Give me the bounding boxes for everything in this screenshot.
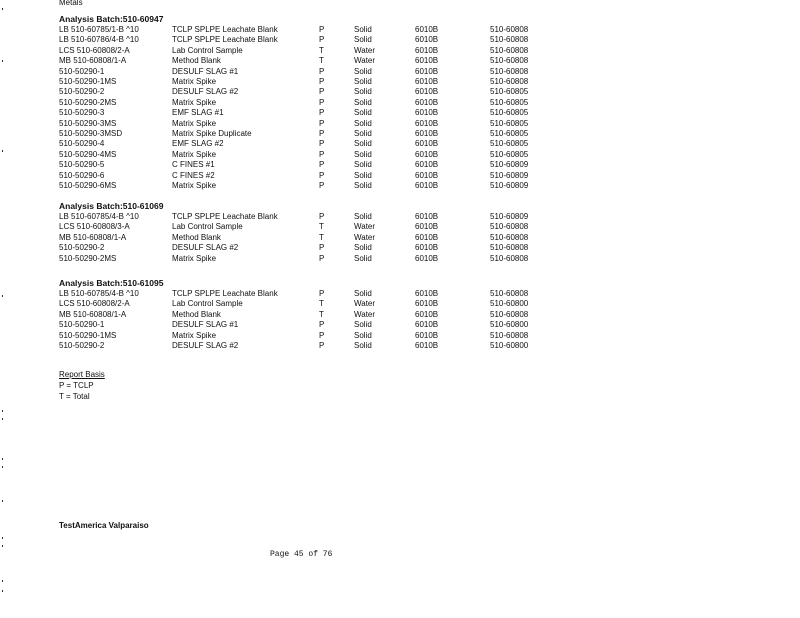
batch-title: Analysis Batch:510-61095 xyxy=(59,278,164,288)
client-sample-id: Matrix Spike xyxy=(172,181,217,190)
prep-type: T xyxy=(319,56,324,66)
prep-type: T xyxy=(319,309,324,319)
method: 6010B xyxy=(415,87,439,97)
matrix: Solid xyxy=(354,149,372,159)
client-sample-id: EMF SLAG #1 xyxy=(172,108,224,118)
prep-batch: 510-60809 xyxy=(490,170,529,180)
sample-id: MB 510-60808/1-A xyxy=(59,309,127,319)
sample-id: 510-50290-2MS xyxy=(59,253,117,263)
client-sample-id: Method Blank xyxy=(172,232,221,242)
method: 6010B xyxy=(415,309,439,319)
prep-type: P xyxy=(319,330,325,340)
prep-batch: 510-60809 xyxy=(490,181,529,190)
sample-id: 510-50290-2MS xyxy=(59,97,117,107)
method: 6010B xyxy=(415,320,439,330)
prep-batch: 510-60808 xyxy=(490,56,529,66)
prep-batch: 510-60805 xyxy=(490,108,529,118)
prep-batch: 510-60809 xyxy=(490,212,529,221)
prep-batch: 510-60808 xyxy=(490,35,529,45)
client-sample-id: TCLP SPLPE Leachate Blank xyxy=(172,25,278,34)
matrix: Solid xyxy=(354,289,372,298)
prep-batch: 510-60808 xyxy=(490,45,529,55)
table-row xyxy=(0,222,800,232)
prep-batch: 510-60808 xyxy=(490,253,529,263)
matrix: Solid xyxy=(354,139,372,149)
table-row xyxy=(0,212,800,222)
table-row xyxy=(0,320,800,330)
matrix: Solid xyxy=(354,25,372,34)
prep-type: T xyxy=(319,299,324,309)
client-sample-id: Matrix Spike xyxy=(172,77,217,86)
table-row xyxy=(0,160,800,170)
prep-type: P xyxy=(319,87,325,97)
prep-type: P xyxy=(319,160,325,170)
sample-id: MB 510-60808/1-A xyxy=(59,232,127,242)
matrix: Solid xyxy=(354,97,372,107)
table-row xyxy=(0,181,800,191)
prep-type: P xyxy=(319,66,325,76)
table-row xyxy=(0,56,800,66)
table-row xyxy=(0,25,800,35)
matrix: Solid xyxy=(354,87,372,97)
client-sample-id: Matrix Spike xyxy=(172,118,217,128)
method: 6010B xyxy=(415,129,439,138)
page-number: Page 45 of 76 xyxy=(270,550,333,559)
prep-batch: 510-60808 xyxy=(490,25,529,34)
table-row xyxy=(0,87,800,97)
prep-batch: 510-60800 xyxy=(490,341,529,350)
prep-batch: 510-60808 xyxy=(490,77,529,86)
prep-batch: 510-60800 xyxy=(490,299,529,309)
matrix: Water xyxy=(354,309,376,319)
matrix: Solid xyxy=(354,160,372,170)
table-row xyxy=(0,243,800,253)
method: 6010B xyxy=(415,330,439,340)
client-sample-id: TCLP SPLPE Leachate Blank xyxy=(172,289,278,298)
client-sample-id: DESULF SLAG #1 xyxy=(172,66,239,76)
client-sample-id: TCLP SPLPE Leachate Blank xyxy=(172,212,278,221)
table-row xyxy=(0,77,800,87)
client-sample-id: Matrix Spike xyxy=(172,253,217,263)
report-basis-line: P = TCLP xyxy=(59,381,94,390)
sample-id: 510-50290-5 xyxy=(59,160,105,170)
prep-batch: 510-60800 xyxy=(490,320,529,330)
method: 6010B xyxy=(415,56,439,66)
method: 6010B xyxy=(415,45,439,55)
prep-batch: 510-60808 xyxy=(490,66,529,76)
method: 6010B xyxy=(415,212,439,221)
matrix: Solid xyxy=(354,341,372,350)
prep-type: P xyxy=(319,25,325,34)
client-sample-id: Matrix Spike Duplicate xyxy=(172,129,252,138)
prep-type: P xyxy=(319,118,325,128)
method: 6010B xyxy=(415,66,439,76)
client-sample-id: Lab Control Sample xyxy=(172,45,243,55)
matrix: Water xyxy=(354,222,376,232)
method: 6010B xyxy=(415,97,439,107)
client-sample-id: Lab Control Sample xyxy=(172,299,243,309)
table-row xyxy=(0,108,800,118)
prep-type: P xyxy=(319,108,325,118)
table-row xyxy=(0,331,800,341)
matrix: Solid xyxy=(354,118,372,128)
batch-title: Analysis Batch:510-60947 xyxy=(59,14,164,24)
client-sample-id: Matrix Spike xyxy=(172,97,217,107)
matrix: Solid xyxy=(354,108,372,118)
method: 6010B xyxy=(415,139,439,149)
client-sample-id: DESULF SLAG #2 xyxy=(172,341,239,350)
prep-batch: 510-60808 xyxy=(490,289,529,298)
matrix: Solid xyxy=(354,77,372,86)
table-row xyxy=(0,171,800,181)
table-row xyxy=(0,98,800,108)
table-row xyxy=(0,310,800,320)
table-row xyxy=(0,35,800,45)
prep-type: P xyxy=(319,320,325,330)
method: 6010B xyxy=(415,25,439,34)
client-sample-id: Matrix Spike xyxy=(172,149,217,159)
matrix: Water xyxy=(354,299,376,309)
sample-id: LCS 510-60808/2-A xyxy=(59,299,130,309)
sample-id: 510-50290-1MS xyxy=(59,330,117,340)
matrix: Solid xyxy=(354,129,372,138)
matrix: Solid xyxy=(354,35,372,45)
table-row xyxy=(0,46,800,56)
sample-id: LB 510-60785/1-B ^10 xyxy=(59,25,139,34)
method: 6010B xyxy=(415,232,439,242)
prep-batch: 510-60808 xyxy=(490,243,529,253)
sample-id: MB 510-60808/1-A xyxy=(59,56,127,66)
prep-type: P xyxy=(319,253,325,263)
method: 6010B xyxy=(415,341,439,350)
sample-id: 510-50290-2 xyxy=(59,341,105,350)
method: 6010B xyxy=(415,299,439,309)
table-row xyxy=(0,254,800,264)
matrix: Solid xyxy=(354,170,372,180)
table-row xyxy=(0,150,800,160)
method: 6010B xyxy=(415,181,439,190)
matrix: Water xyxy=(354,232,376,242)
prep-type: T xyxy=(319,232,324,242)
sample-id: 510-50290-2 xyxy=(59,243,105,253)
method: 6010B xyxy=(415,243,439,253)
sample-id: LCS 510-60808/3-A xyxy=(59,222,130,232)
prep-batch: 510-60805 xyxy=(490,149,529,159)
prep-batch: 510-60805 xyxy=(490,139,529,149)
method: 6010B xyxy=(415,160,439,170)
prep-batch: 510-60805 xyxy=(490,129,529,138)
prep-type: P xyxy=(319,289,325,298)
matrix: Solid xyxy=(354,212,372,221)
prep-batch: 510-60808 xyxy=(490,309,529,319)
prep-type: P xyxy=(319,170,325,180)
prep-batch: 510-60805 xyxy=(490,97,529,107)
method: 6010B xyxy=(415,289,439,298)
matrix: Solid xyxy=(354,320,372,330)
client-sample-id: Lab Control Sample xyxy=(172,222,243,232)
sample-id: 510-50290-1 xyxy=(59,320,105,330)
prep-type: P xyxy=(319,149,325,159)
client-sample-id: DESULF SLAG #2 xyxy=(172,243,239,253)
client-sample-id: Matrix Spike xyxy=(172,330,217,340)
sample-id: LB 510-60785/4-B ^10 xyxy=(59,289,139,298)
client-sample-id: Method Blank xyxy=(172,309,221,319)
prep-type: P xyxy=(319,212,325,221)
matrix: Solid xyxy=(354,243,372,253)
prep-batch: 510-60805 xyxy=(490,118,529,128)
matrix: Solid xyxy=(354,330,372,340)
client-sample-id: DESULF SLAG #1 xyxy=(172,320,239,330)
method: 6010B xyxy=(415,35,439,45)
prep-type: P xyxy=(319,129,325,138)
table-row xyxy=(0,289,800,299)
sample-id: 510-50290-1 xyxy=(59,66,105,76)
sample-id: 510-50290-3 xyxy=(59,108,105,118)
table-row xyxy=(0,129,800,139)
report-basis-line: T = Total xyxy=(59,392,90,401)
table-row xyxy=(0,119,800,129)
prep-type: T xyxy=(319,222,324,232)
prep-batch: 510-60805 xyxy=(490,87,529,97)
sample-id: 510-50290-2 xyxy=(59,87,105,97)
prep-batch: 510-60808 xyxy=(490,222,529,232)
client-sample-id: DESULF SLAG #2 xyxy=(172,87,239,97)
sample-id: 510-50290-1MS xyxy=(59,77,117,86)
sample-id: 510-50290-6MS xyxy=(59,181,117,190)
client-sample-id: Method Blank xyxy=(172,56,221,66)
table-row xyxy=(0,341,800,351)
method: 6010B xyxy=(415,222,439,232)
sample-id: 510-50290-3MS xyxy=(59,118,117,128)
matrix: Water xyxy=(354,56,376,66)
matrix: Solid xyxy=(354,66,372,76)
prep-type: P xyxy=(319,77,325,86)
client-sample-id: C FINES #2 xyxy=(172,170,215,180)
prep-type: P xyxy=(319,35,325,45)
company-name: TestAmerica Valparaiso xyxy=(59,521,149,530)
sample-id: 510-50290-6 xyxy=(59,170,105,180)
method: 6010B xyxy=(415,253,439,263)
matrix: Water xyxy=(354,45,376,55)
method: 6010B xyxy=(415,77,439,86)
prep-type: P xyxy=(319,243,325,253)
prep-batch: 510-60808 xyxy=(490,330,529,340)
table-row xyxy=(0,67,800,77)
prep-type: T xyxy=(319,45,324,55)
section-header: Metals xyxy=(59,0,83,7)
table-row xyxy=(0,233,800,243)
sample-id: LB 510-60785/4-B ^10 xyxy=(59,212,139,221)
prep-type: P xyxy=(319,181,325,190)
method: 6010B xyxy=(415,108,439,118)
sample-id: 510-50290-3MSD xyxy=(59,129,123,138)
prep-type: P xyxy=(319,341,325,350)
client-sample-id: C FINES #1 xyxy=(172,160,215,170)
prep-type: P xyxy=(319,97,325,107)
method: 6010B xyxy=(415,170,439,180)
client-sample-id: TCLP SPLPE Leachate Blank xyxy=(172,35,278,45)
table-row xyxy=(0,139,800,149)
matrix: Solid xyxy=(354,253,372,263)
prep-batch: 510-60809 xyxy=(490,160,529,170)
batch-title: Analysis Batch:510-61069 xyxy=(59,201,164,211)
sample-id: 510-50290-4MS xyxy=(59,149,117,159)
matrix: Solid xyxy=(354,181,372,190)
sample-id: LB 510-60786/4-B ^10 xyxy=(59,35,139,45)
table-row xyxy=(0,299,800,309)
prep-batch: 510-60808 xyxy=(490,232,529,242)
sample-id: LCS 510-60808/2-A xyxy=(59,45,130,55)
method: 6010B xyxy=(415,118,439,128)
report-basis-title: Report Basis xyxy=(59,370,105,379)
sample-id: 510-50290-4 xyxy=(59,139,105,149)
prep-type: P xyxy=(319,139,325,149)
method: 6010B xyxy=(415,149,439,159)
client-sample-id: EMF SLAG #2 xyxy=(172,139,224,149)
